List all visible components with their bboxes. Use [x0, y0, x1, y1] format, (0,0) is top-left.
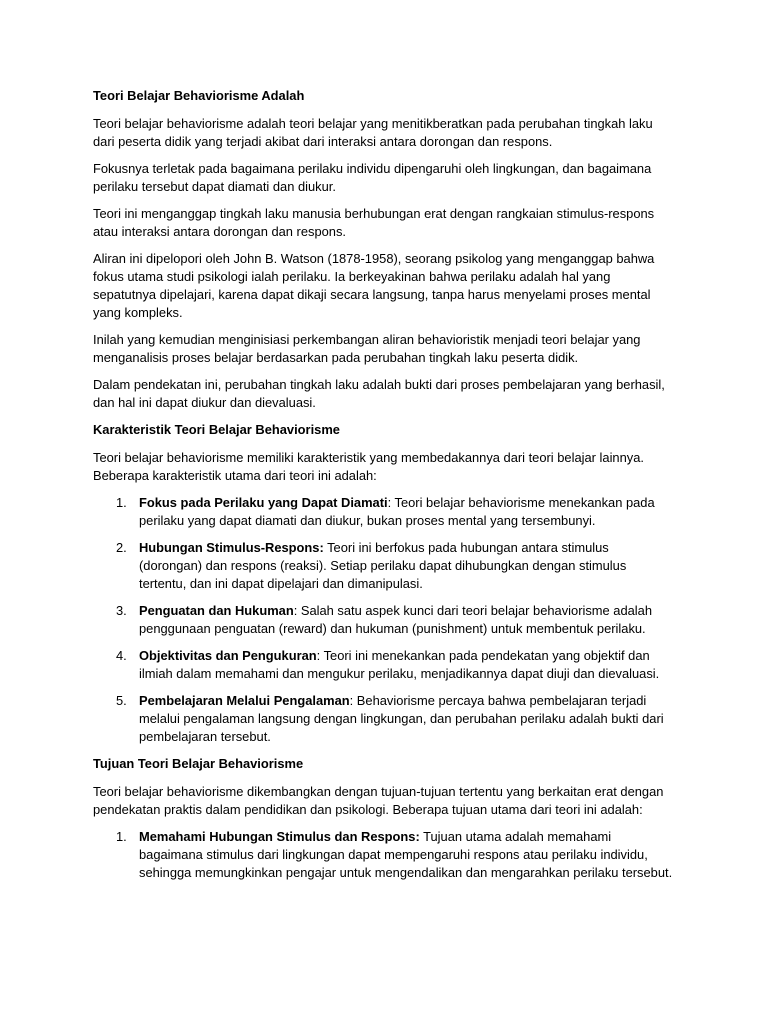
list-item-text: : Teori ini menekankan pada pendekatan yang objektif dan ilmiah dalam memahami dan mengukur perilaku, menjadikannya dapat diuji dan dievaluasi. [139, 648, 660, 681]
section-intro: Teori belajar behaviorisme memiliki karakteristik yang membedakannya dari teori belajar lainnya. Beberapa karakteristik utama dari teori ini adalah: [93, 450, 644, 483]
paragraph: Teori belajar behaviorisme adalah teori belajar yang menitikberatkan pada perubahan tingkah laku dari peserta didik yang terjadi akibat dari interaksi antara dorongan dan respons. [93, 116, 653, 149]
list-item-term: Objektivitas dan Pengukuran [139, 648, 317, 663]
goals-list [93, 828, 675, 882]
document-page [93, 87, 675, 891]
list-item [93, 494, 675, 530]
list-item-text: : Salah satu aspek kunci dari teori belajar behaviorisme adalah penggunaan penguatan (reward) dan hukuman (punishment) untuk membentuk perilaku. [139, 603, 653, 636]
list-item-text: Tujuan utama adalah memahami bagaimana stimulus dari lingkungan dapat mempengaruhi respons atau perilaku individu, sehingga memungkinkan pengajar untuk mengendalikan dan mengarahkan perilaku tersebut. [139, 829, 673, 880]
list-item-term: Hubungan Stimulus-Respons: [139, 540, 324, 555]
list-item [93, 602, 675, 638]
list-item-text: : Teori belajar behaviorisme menekankan pada perilaku yang dapat diamati dan diukur, bukan proses mental yang tersembunyi. [139, 495, 655, 528]
list-item [93, 647, 675, 683]
list-item-number: 3. [116, 603, 127, 618]
list-item [93, 692, 675, 746]
list-item-text: Teori ini berfokus pada hubungan antara stimulus (dorongan) dan respons (reaksi). Setiap perilaku dapat dihubungkan dengan stimulus tertentu, dan ini dapat dipelajari dan dimanipulasi. [139, 540, 627, 591]
list-item [93, 828, 675, 882]
section-heading-definition: Teori Belajar Behaviorisme Adalah [93, 88, 305, 103]
paragraph: Dalam pendekatan ini, perubahan tingkah laku adalah bukti dari proses pembelajaran yang berhasil, dan hal ini dapat diukur dan dievaluasi. [93, 377, 665, 410]
section-heading-characteristics: Karakteristik Teori Belajar Behaviorisme [93, 422, 340, 437]
list-item [93, 539, 675, 593]
list-item-text: : Behaviorisme percaya bahwa pembelajaran terjadi melalui pengalaman langsung dengan lingkungan, dan perubahan perilaku adalah bukti dari pembelajaran tersebut. [139, 693, 664, 744]
list-item-term: Penguatan dan Hukuman [139, 603, 294, 618]
list-item-number: 4. [116, 648, 127, 663]
characteristics-list [93, 494, 675, 746]
paragraph: Fokusnya terletak pada bagaimana perilaku individu dipengaruhi oleh lingkungan, dan bagaimana perilaku tersebut dapat diamati dan diukur. [93, 161, 652, 194]
paragraph: Aliran ini dipelopori oleh John B. Watson (1878-1958), seorang psikolog yang menganggap bahwa fokus utama studi psikologi ialah perilaku. Ia berkeyakinan bahwa perilaku adalah hal yang sepatutnya dipelajari, karena dapat dikaji secara langsung, tanpa harus menyelami proses mental yang kompleks. [93, 251, 655, 320]
paragraph: Teori ini menganggap tingkah laku manusia berhubungan erat dengan rangkaian stimulus-respons atau interaksi antara dorongan dan respons. [93, 206, 655, 239]
list-item-number: 5. [116, 693, 127, 708]
section-heading-goals: Tujuan Teori Belajar Behaviorisme [93, 756, 304, 771]
list-item-term: Pembelajaran Melalui Pengalaman [139, 693, 350, 708]
list-item-number: 1. [116, 495, 127, 510]
section-intro: Teori belajar behaviorisme dikembangkan dengan tujuan-tujuan tertentu yang berkaitan erat dengan pendekatan praktis dalam pendidikan dan psikologi. Beberapa tujuan utama dari teori ini adalah: [93, 784, 664, 817]
list-item-term: Fokus pada Perilaku yang Dapat Diamati [139, 495, 388, 510]
list-item-number: 1. [116, 829, 127, 844]
list-item-number: 2. [116, 540, 127, 555]
list-item-term: Memahami Hubungan Stimulus dan Respons: [139, 829, 420, 844]
paragraph: Inilah yang kemudian menginisiasi perkembangan aliran behavioristik menjadi teori belajar yang menganalisis proses belajar berdasarkan pada perubahan tingkah laku peserta didik. [93, 332, 641, 365]
